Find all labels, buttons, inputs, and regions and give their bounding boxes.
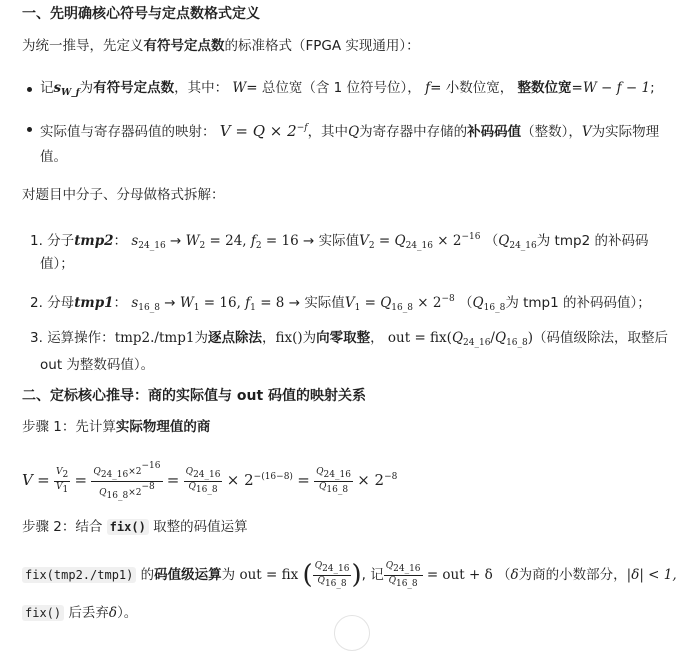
list-item-operation: 3. 运算操作：tmp2./tmp1为逐点除法，fix()为向零取整， out = $fix(Q_{24\_16}/Q_{16\_8})$（码值级除法，取整后 [30, 330, 669, 348]
list-item-operation-cont: out 为整数码值）。 [40, 357, 155, 373]
bullet-item-symbol-definition: 记$s_{W\_f}$为有符号定点数，其中： W= 总位宽（含 1 位符号位）， f= 小数位宽， 整数位宽=W − f − 1; [40, 80, 655, 98]
step-1-label: 步骤 1：先计算实际物理值的商 [22, 419, 211, 435]
scroll-to-bottom-button[interactable] [334, 615, 370, 651]
fraction: $\frac{Q_{24\_16}}{Q_{16\_8}}$ [385, 560, 421, 589]
bullet-dot [27, 127, 32, 132]
bullet-item-value-mapping: 实际值与寄存器码值的映射： $V = Q \times 2^{-f}$，其中Q为寄存器中存储的补码码值（整数），V为实际物理 [40, 122, 660, 140]
fraction: $\frac{Q_{24\_16}}{Q_{16\_8}}$ [314, 560, 350, 589]
equation-code-level: fix(tmp2./tmp1) 的码值级运算为 out = fix ( $\frac{Q_{24\_16}}{Q_{16\_8}}$ ), 记 $\frac{Q_{24\_16}}{Q_{16\_8}}$ = out + δ （δ为商的小数部分，|δ| < 1, [22, 558, 677, 592]
step-2-label: 步骤 2：结合 fix() 取整的码值运算 [22, 519, 248, 535]
list-item-numerator: 1. 分子tmp2： $s_{24\_16} \to W_2 = 24$, $f_2 = 16$ → 实际值$V_2 = Q_{24\_16} \times 2^{-16}$ （$Q_{24\_16}$为 tmp2 的补码码 [30, 232, 649, 251]
closing-line: fix() 后丢弃δ）。 [22, 603, 137, 623]
section-heading-2: 二、定标核心推导：商的实际值与 out 码值的映射关系 [22, 388, 367, 404]
fraction: $\frac{Q_{24\_16}}{Q_{16\_8}}$ [185, 466, 221, 495]
fraction: $\frac{V_2}{V_1}$ [56, 466, 69, 495]
bullet-dot [27, 87, 32, 92]
fraction: $\frac{Q_{24\_16}\times 2^{-16}}{Q_{16\_8}\times 2^{-8}}$ [93, 460, 161, 501]
left-paren: ( [302, 560, 313, 590]
right-paren: ) [351, 560, 362, 590]
equation-quotient: V = $\frac{V_2}{V_1}$ = $\frac{Q_{24\_16}\times 2^{-16}}{Q_{16\_8}\times 2^{-8}}$ = $\frac{Q_{24\_16}}{Q_{16\_8}}$ × $2^{-(16-8)}$ = $\frac{Q_{24\_16}}{Q_{16\_8}}$ × $2^{-8}$ [22, 460, 398, 501]
list-item-numerator-cont: 值）； [40, 256, 74, 272]
bullet-item-value-mapping-cont: 值。 [40, 149, 67, 165]
intro-paragraph: 为统一推导，先定义有符号定点数的标准格式（FPGA 实现通用）： [22, 38, 420, 54]
split-paragraph: 对题目中分子、分母做格式拆解： [22, 187, 225, 203]
section-heading-1: 一、先明确核心符号与定点数格式定义 [22, 6, 260, 22]
list-item-denominator: 2. 分母tmp1： $s_{16\_8} \to W_1 = 16$, $f_1 = 8$ → 实际值$V_1 = Q_{16\_8} \times 2^{-8}$ （$Q_{16\_8}$为 tmp1 的补码码值）； [30, 294, 651, 313]
fraction: $\frac{Q_{24\_16}}{Q_{16\_8}}$ [316, 466, 351, 495]
